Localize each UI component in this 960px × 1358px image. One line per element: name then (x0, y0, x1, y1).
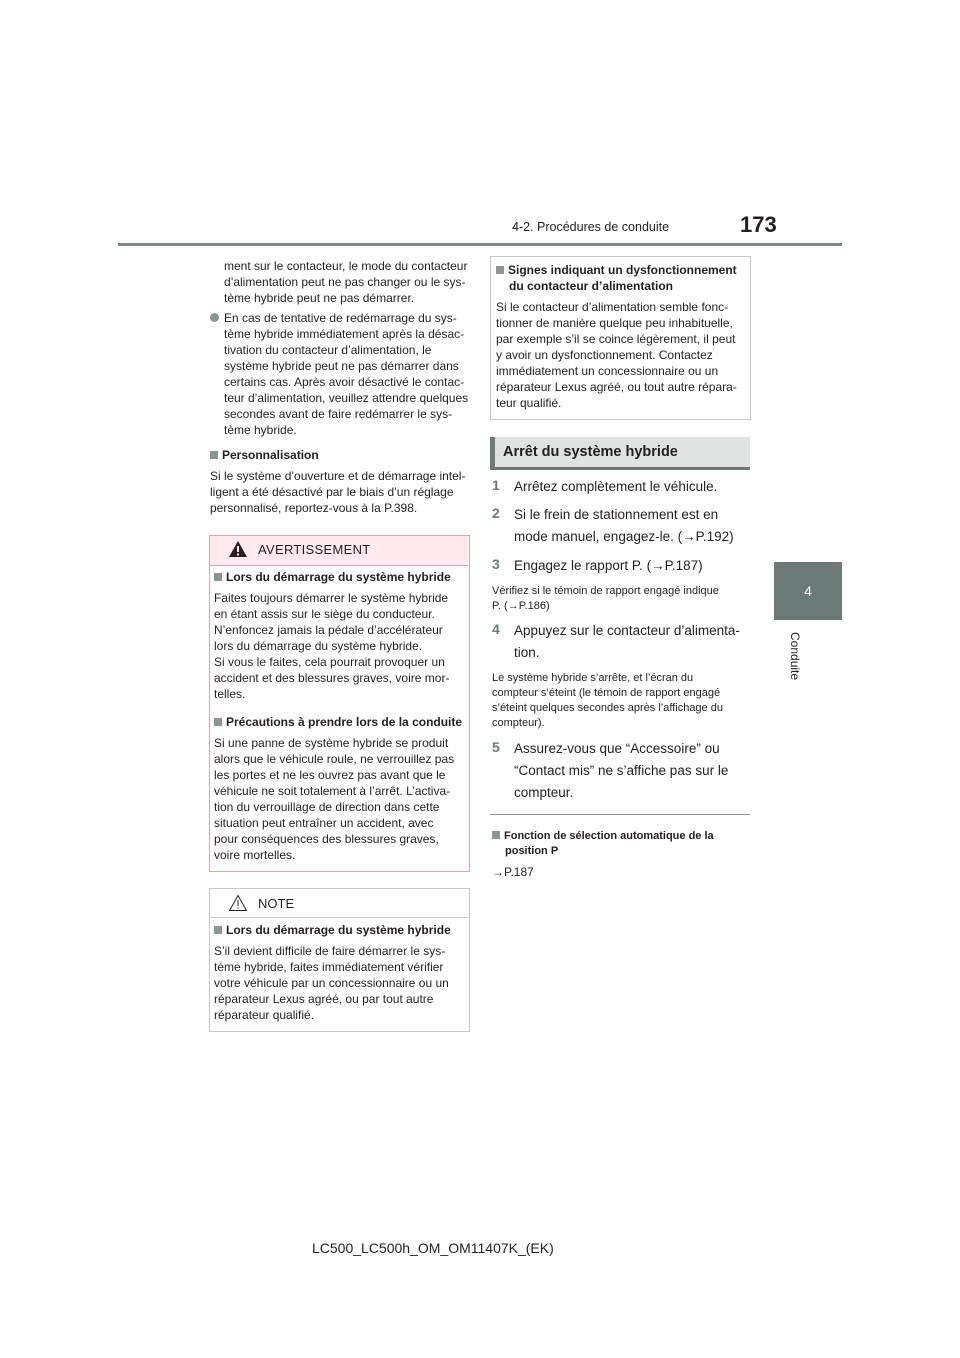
warning-title: AVERTISSEMENT (258, 542, 371, 557)
step-4-text: Appuyez sur le contacteur d’alimenta- tion. (514, 623, 740, 660)
restart-bullet-text: En cas de tentative de redémarrage du sys- tème hybride immédiatement après la désac- tivation du contacteur d’alimentation, le système hybride peut ne pas démarrer dans certains cas. Après avoir désactivé le contac- teur d’alimentation, veuillez attendre quelques secondes avant de faire redémarrer le sys- tème hybride. (224, 311, 469, 437)
auto-p-reference: →P.187 (492, 865, 534, 879)
bullet-icon (210, 313, 219, 322)
personnalisation-heading: Personnalisation (210, 447, 319, 463)
auto-p-heading: Fonction de sélection automatique de la position P (492, 829, 714, 859)
step-number: 3 (492, 556, 500, 572)
square-bullet-icon (214, 573, 222, 581)
document-code: LC500_LC500h_OM_OM11407K_(EK) (312, 1240, 554, 1256)
note-header (210, 889, 468, 918)
step-number: 1 (492, 477, 500, 493)
step-number: 5 (492, 739, 500, 755)
note-sub: Lors du démarrage du système hybride (214, 922, 451, 938)
step-number: 2 (492, 505, 500, 521)
caution-triangle-icon (228, 894, 248, 912)
divider (490, 814, 750, 815)
warning-triangle-icon (228, 540, 248, 558)
signs-text: Si le contacteur d’alimentation semble fonc- tionner de manière quelque peu inhabituelle, par exemple s’il se coince légèrement, il peut y avoir un dysfonctionnement. Contactez immédiatement un concessionnaire ou un réparateur Lexus agréé, ou tout autre répara- teur qualifié. (496, 300, 737, 410)
note-text: S’il devient difficile de faire démarrer le sys- tème hybride, faites immédiatement vérifier votre véhicule par un concessionnaire ou un réparateur Lexus agréé, ou par tout autre réparateur qualifié. (214, 944, 449, 1022)
step-5 (492, 739, 500, 757)
step-3 (492, 556, 500, 574)
step-2-text: Si le frein de stationnement est en mode manuel, engagez-le. (→P.192) (514, 507, 734, 544)
chapter-tab (774, 562, 842, 620)
warning-sub2: Précautions à prendre lors de la conduite (214, 714, 462, 730)
step-1 (492, 477, 500, 495)
square-bullet-icon (210, 451, 218, 459)
note-title: NOTE (258, 896, 295, 911)
step-1-text: Arrêtez complètement le véhicule. (514, 479, 718, 494)
square-bullet-icon (214, 926, 222, 934)
step-number: 4 (492, 621, 500, 637)
personnalisation-text: Si le système d’ouverture et de démarrage intel- ligent a été désactivé par le biais d’un réglage personnalisé, reportez-vous à la P.398. (210, 469, 466, 515)
page-number: 173 (740, 212, 777, 237)
step-4 (492, 621, 500, 639)
warning-text1: Faites toujours démarrer le système hybride en étant assis sur le siège du conducteur. N’enfoncez jamais la pédale d’accélérateur lors du démarrage du système hybride. Si vous le faites, cela pourrait provoquer un accident et des blessures graves, voire mor- telles. (214, 591, 450, 701)
signs-title: Signes indiquant un dysfonctionnement du contacteur d’alimentation (496, 262, 737, 294)
square-bullet-icon (214, 718, 222, 726)
header-rule (118, 243, 842, 246)
step-5-text: Assurez-vous que “Accessoire” ou “Contact mis” ne s’affiche pas sur le compteur. (514, 741, 729, 800)
warning-sub1: Lors du démarrage du système hybride (214, 569, 451, 585)
warning-text2: Si une panne de système hybride se produit alors que le véhicule roule, ne verrouillez pas les portes et ne les ouvrez pas avant que le véhicule ne soit totalement à l’arrêt. L’activa- tion du verrouillage de direction dans cette situation peut entraîner un accident, avec pour conséquences des blessures graves, voire mortelles. (214, 736, 455, 862)
chapter-label: Conduite (788, 632, 802, 681)
step-2 (492, 505, 500, 523)
section-header: 4-2. Procédures de conduite (512, 220, 670, 234)
step-3-note: Vérifiez si le témoin de rapport engagé indique P. (→P.186) (492, 585, 719, 612)
square-bullet-icon (496, 266, 504, 274)
square-bullet-icon (492, 831, 500, 839)
section-title: Arrêt du système hybride (503, 444, 678, 460)
step-4-note: Le système hybride s’arrête, et l’écran du compteur s’éteint (le témoin de rapport engagé s’éteint quelques secondes après l’affichage du compteur). (492, 672, 723, 729)
continuation-text: ment sur le contacteur, le mode du contacteur d’alimentation peut ne pas changer ou le sys- tème hybride peut ne pas démarrer. (224, 259, 468, 305)
step-3-text: Engagez le rapport P. (→P.187) (514, 558, 703, 573)
chapter-number: 4 (804, 583, 812, 599)
